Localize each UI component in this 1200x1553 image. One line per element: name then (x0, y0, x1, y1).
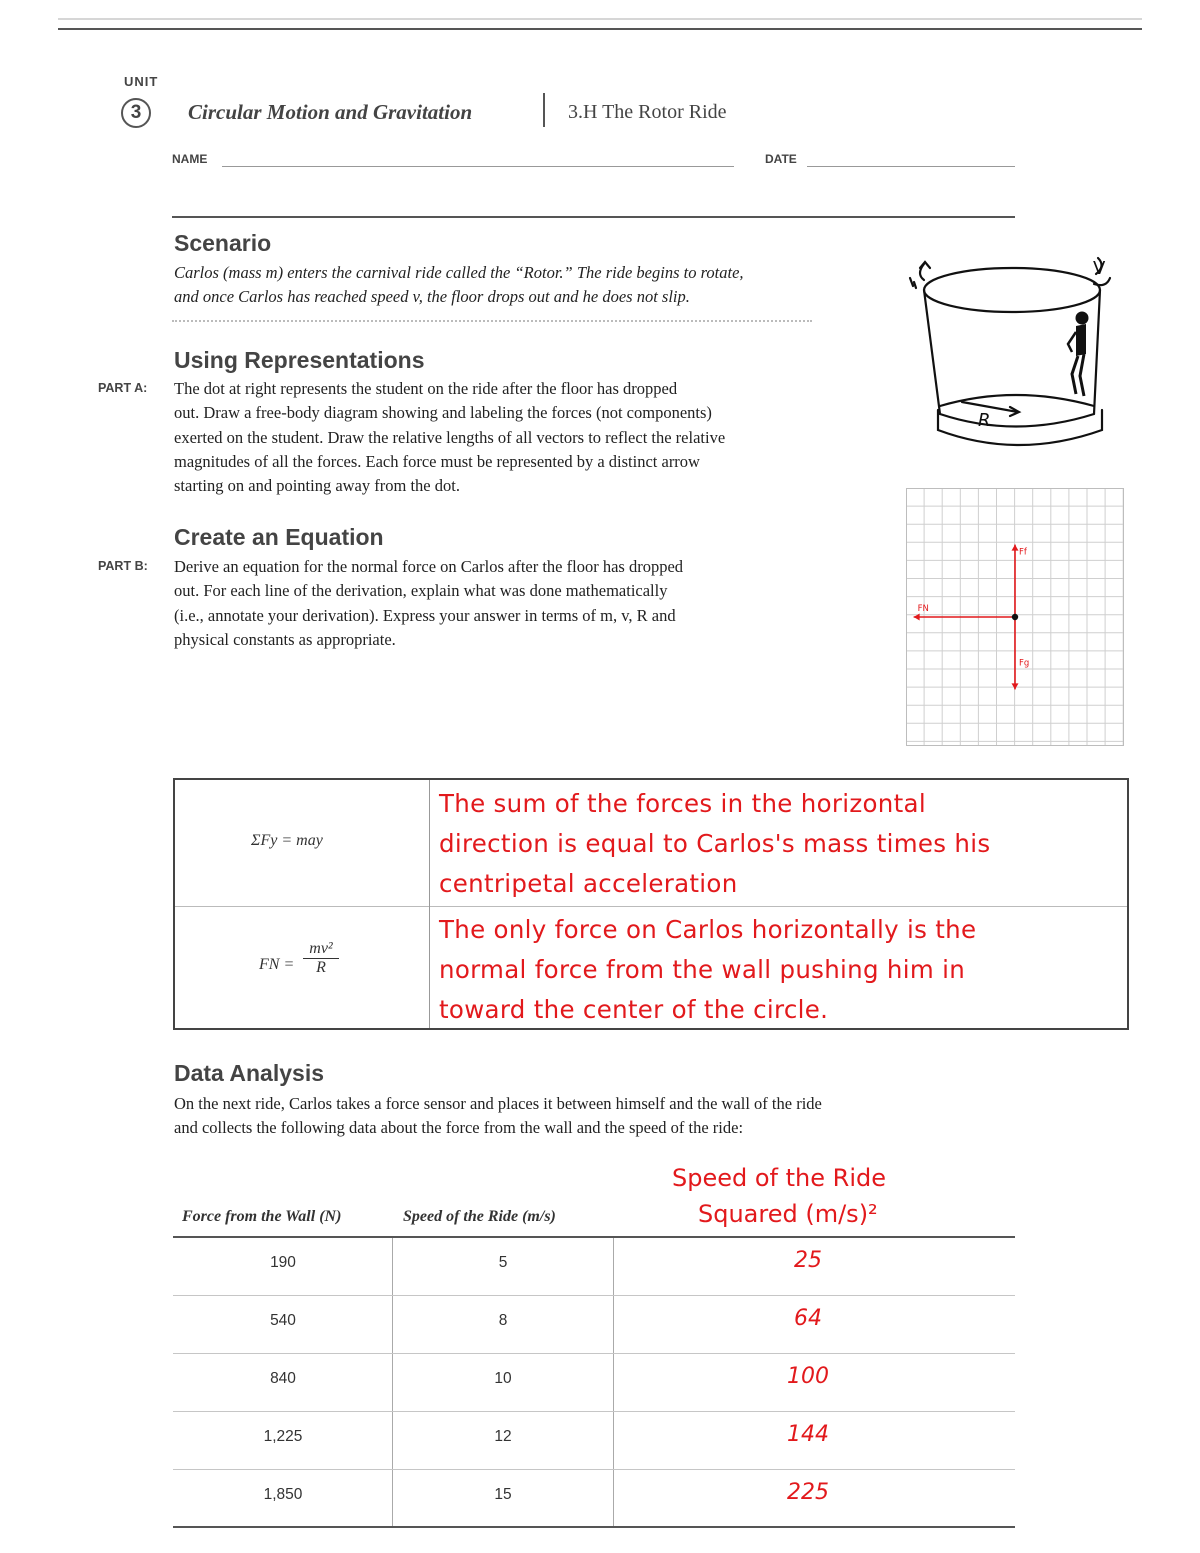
date-field[interactable] (807, 166, 1015, 167)
derivation-row-divider (175, 906, 1127, 907)
gravity-label: Fg (1019, 658, 1030, 669)
table-bottom-rule (173, 1526, 1015, 1528)
top-rule-light (58, 18, 1142, 20)
ride-right-wall (1094, 290, 1100, 414)
force-cell: 540 (270, 1312, 296, 1329)
equation-1: ΣFy = may (251, 832, 323, 849)
part-a-line: starting on and pointing away from the dot. (174, 476, 460, 496)
date-label: DATE (765, 152, 797, 166)
part-a-text (174, 377, 874, 498)
handwritten-header-line: Speed of the Ride (672, 1164, 886, 1192)
part-a-line: exerted on the student. Draw the relative lengths of all vectors to reflect the relative (174, 427, 726, 447)
annotation-2 (439, 910, 1119, 1030)
annotation-line: The sum of the forces in the horizontal (439, 789, 926, 818)
part-b-line: Derive an equation for the normal force on Carlos after the floor has dropped (174, 557, 684, 576)
annotation-line: toward the center of the circle. (439, 995, 829, 1024)
fraction-numerator: mv² (303, 940, 339, 959)
force-cell: 1,850 (263, 1486, 303, 1503)
friction-arrow (1012, 545, 1019, 617)
derivation-column-divider (429, 780, 430, 1028)
part-b-label: PART B: (98, 559, 148, 573)
equation-2-fraction (303, 940, 339, 977)
column-header-speed: Speed of the Ride (m/s) (403, 1208, 556, 1225)
column-header-speed-squared (672, 1160, 886, 1232)
speed-cell: 15 (494, 1486, 512, 1503)
name-label: NAME (172, 152, 208, 166)
free-body-diagram[interactable] (906, 488, 1124, 746)
part-b-line: (i.e., annotate your derivation). Express your answer in terms of m, v, R and (174, 605, 676, 625)
table-row (173, 1470, 1015, 1528)
squared-cell: 25 (794, 1248, 822, 1273)
section-rule (172, 216, 1015, 218)
scenario-line: and once Carlos has reached speed v, the floor drops out and he does not slip. (174, 287, 690, 306)
part-a-line: The dot at right represents the student on the ride after the floor has dropped (174, 379, 678, 398)
derivation-table (173, 778, 1129, 1030)
part-a-heading: Using Representations (174, 347, 425, 373)
speed-cell: 5 (498, 1254, 508, 1271)
scenario-heading: Scenario (174, 230, 272, 256)
part-b-heading: Create an Equation (174, 524, 384, 550)
column-header-force: Force from the Wall (N) (182, 1208, 342, 1225)
squared-cell: 144 (787, 1422, 829, 1447)
ride-floor-back (940, 395, 1094, 406)
ride-floor-front (940, 414, 1094, 427)
part-b-line: physical constants as appropriate. (174, 629, 396, 649)
top-rule-dark (58, 28, 1142, 30)
intro-line: and collects the following data about the force from the wall and the speed of the ride: (174, 1118, 744, 1137)
fraction-denominator: R (316, 959, 326, 976)
unit-number-badge: 3 (121, 98, 151, 128)
ride-left-wall (924, 290, 940, 414)
annotation-1 (439, 784, 1119, 904)
data-table-body (173, 1238, 1015, 1528)
force-cell: 190 (270, 1254, 296, 1271)
table-row (173, 1238, 1015, 1296)
normal-label: FN (917, 604, 929, 614)
part-a-line: magnitudes of all the forces. Each force must be represented by a distinct arrow (174, 451, 700, 471)
intro-line: On the next ride, Carlos takes a force sensor and places it between himself and the wall of the ride (174, 1094, 822, 1113)
equation-2-lhs: FN = (259, 956, 295, 973)
unit-title: Circular Motion and Gravitation (188, 100, 473, 124)
title-separator (543, 93, 545, 127)
part-b-line: out. For each line of the derivation, explain what was done mathematically (174, 581, 668, 601)
student-dot (1012, 614, 1018, 620)
table-row (173, 1296, 1015, 1354)
annotation-line: normal force from the wall pushing him in (439, 955, 966, 984)
data-analysis-intro (174, 1092, 1024, 1140)
speed-label: V (1093, 258, 1106, 279)
squared-cell: 100 (787, 1364, 829, 1389)
unit-label: UNIT (124, 74, 159, 89)
handwritten-header-line: Squared (m/s)² (698, 1200, 878, 1228)
name-field[interactable] (222, 166, 734, 167)
speed-cell: 8 (498, 1312, 508, 1329)
friction-label: Ff (1019, 547, 1027, 558)
annotation-line: The only force on Carlos horizontally is the (439, 915, 977, 944)
table-row (173, 1354, 1015, 1412)
carlos-figure (1068, 312, 1089, 397)
part-b-text (174, 555, 874, 652)
lesson-title: 3.H The Rotor Ride (568, 101, 727, 123)
force-cell: 840 (270, 1370, 296, 1387)
gravity-arrow (1012, 617, 1019, 689)
rotor-ride-figure (900, 244, 1140, 476)
ride-top-rim (924, 268, 1100, 312)
fbd-arrows (914, 545, 1019, 690)
part-a-line: out. Draw a free-body diagram showing and labeling the forces (not components) (174, 403, 712, 423)
force-cell: 1,225 (263, 1428, 303, 1445)
table-row (173, 1412, 1015, 1470)
scenario-text (174, 261, 744, 309)
scenario-line: Carlos (mass m) enters the carnival ride called the “Rotor.” The ride begins to rotate, (174, 263, 744, 282)
part-a-label: PART A: (98, 381, 148, 395)
annotation-line: centripetal acceleration (439, 869, 738, 898)
data-analysis-heading: Data Analysis (174, 1060, 324, 1086)
dotted-divider (172, 320, 812, 322)
annotation-line: direction is equal to Carlos's mass times his (439, 829, 991, 858)
speed-cell: 10 (494, 1370, 512, 1387)
speed-cell: 12 (494, 1428, 512, 1445)
squared-cell: 64 (794, 1306, 822, 1331)
radius-label: R (978, 410, 991, 431)
squared-cell: 225 (787, 1480, 829, 1505)
